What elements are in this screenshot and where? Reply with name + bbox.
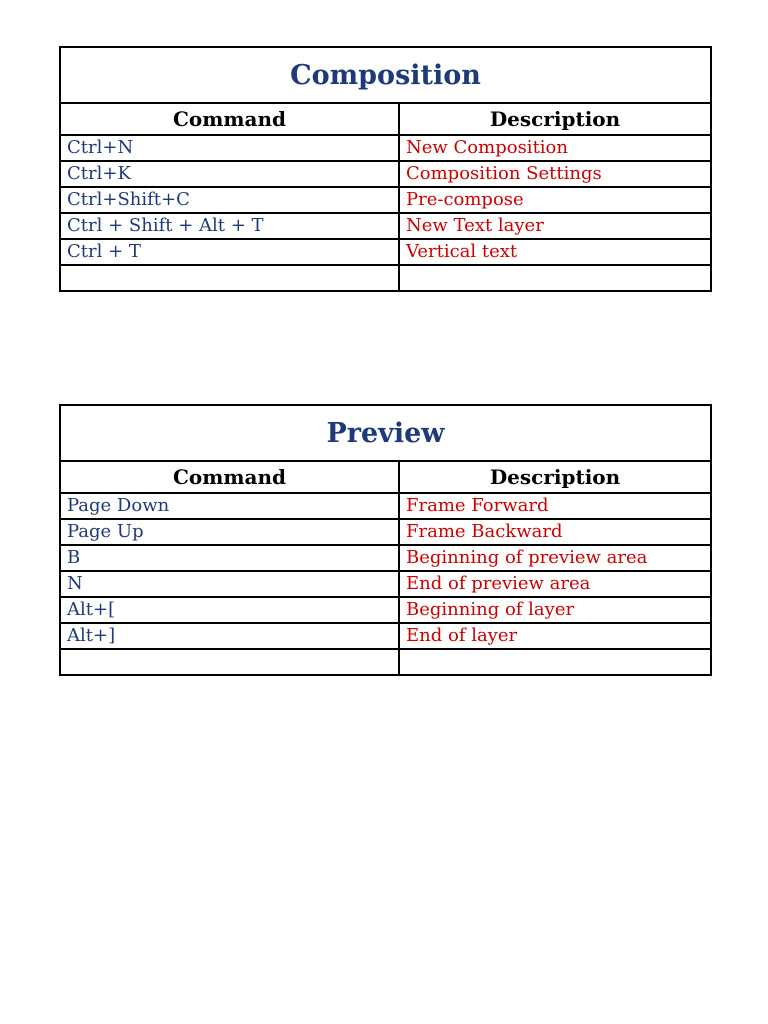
column-header-command: Command xyxy=(60,461,399,493)
table-row xyxy=(60,213,711,239)
description-cell: Pre-compose xyxy=(399,187,711,213)
table-row xyxy=(60,597,711,623)
command-cell: Page Down xyxy=(60,493,399,519)
empty-cell xyxy=(60,265,399,291)
empty-cell xyxy=(60,649,399,675)
composition-shortcuts-table xyxy=(59,46,712,292)
table-row xyxy=(60,239,711,265)
description-cell: Beginning of preview area xyxy=(399,545,711,571)
empty-cell xyxy=(399,265,711,291)
table-row xyxy=(60,135,711,161)
description-cell: Beginning of layer xyxy=(399,597,711,623)
command-cell: Page Up xyxy=(60,519,399,545)
table-row xyxy=(60,519,711,545)
description-cell: Composition Settings xyxy=(399,161,711,187)
description-cell: New Text layer xyxy=(399,213,711,239)
column-header-description: Description xyxy=(399,103,711,135)
table-row xyxy=(60,187,711,213)
table-title: Composition xyxy=(60,47,711,103)
command-cell: Ctrl+Shift+C xyxy=(60,187,399,213)
preview-shortcuts-table xyxy=(59,404,712,676)
table-row xyxy=(60,161,711,187)
command-cell: Ctrl+K xyxy=(60,161,399,187)
empty-cell xyxy=(399,649,711,675)
column-header-description: Description xyxy=(399,461,711,493)
empty-table-row xyxy=(60,265,711,291)
description-cell: Frame Backward xyxy=(399,519,711,545)
table-row xyxy=(60,571,711,597)
table-title: Preview xyxy=(60,405,711,461)
command-cell: Alt+[ xyxy=(60,597,399,623)
column-header-command: Command xyxy=(60,103,399,135)
command-cell: Alt+] xyxy=(60,623,399,649)
command-cell: Ctrl+N xyxy=(60,135,399,161)
command-cell: Ctrl + T xyxy=(60,239,399,265)
description-cell: Vertical text xyxy=(399,239,711,265)
table-row xyxy=(60,623,711,649)
description-cell: New Composition xyxy=(399,135,711,161)
command-cell: Ctrl + Shift + Alt + T xyxy=(60,213,399,239)
table-row xyxy=(60,545,711,571)
command-cell: B xyxy=(60,545,399,571)
description-cell: End of layer xyxy=(399,623,711,649)
table-row xyxy=(60,493,711,519)
command-cell: N xyxy=(60,571,399,597)
description-cell: Frame Forward xyxy=(399,493,711,519)
empty-table-row xyxy=(60,649,711,675)
description-cell: End of preview area xyxy=(399,571,711,597)
